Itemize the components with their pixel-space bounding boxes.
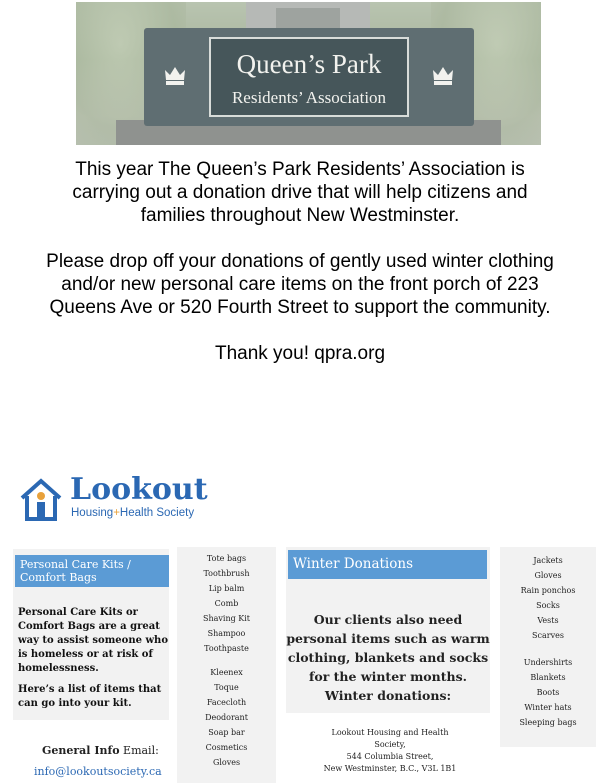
list-item: Sleeping bags — [519, 718, 577, 727]
list-item: Comb — [214, 599, 239, 608]
list-item: Toothpaste — [204, 644, 249, 653]
list-item: Toothbrush — [203, 569, 250, 578]
list-item: Soap bar — [208, 728, 245, 737]
personal-care-para-1: Personal Care Kits or Comfort Bags are a great way to assist someone who is homeless or at risk of homelessness. — [18, 607, 168, 674]
house-icon — [18, 476, 64, 522]
personal-care-header: Personal Care Kits / Comfort Bags — [15, 555, 169, 587]
lookout-logo — [18, 473, 238, 523]
general-info-label: General Info Email: — [42, 744, 159, 757]
thanks-line: Thank you! qpra.org — [214, 343, 386, 364]
winter-items-list — [500, 547, 596, 747]
list-item: Lip balm — [208, 584, 245, 593]
personal-care-para-2: Here’s a list of items that can go into your kit. — [18, 684, 162, 709]
list-item: Tote bags — [206, 554, 247, 563]
qpra-banner — [76, 2, 541, 145]
list-item: Toque — [214, 683, 239, 692]
banner-subtitle: Residents’ Association — [231, 88, 387, 107]
list-item: Winter hats — [524, 703, 572, 712]
intro-paragraph-2: Please drop off your donations of gently used winter clothing and/or new personal care items on the front porch of 223 Queens Ave or 520 Fourth Street to support the community. — [46, 251, 554, 318]
winter-donations-header: Winter Donations — [288, 550, 487, 579]
contact-email-link[interactable]: info@lookoutsociety.ca — [34, 765, 162, 778]
lookout-subtitle: Housing+Health Society — [71, 507, 195, 519]
list-item: Undershirts — [523, 658, 573, 667]
list-item: Gloves — [212, 758, 241, 767]
winter-donations-card — [286, 547, 490, 713]
personal-care-body — [18, 606, 168, 718]
list-item: Gloves — [534, 571, 562, 580]
list-item: Vests — [537, 616, 559, 625]
intro-paragraph-1: This year The Queen’s Park Residents’ Association is carrying out a donation drive that will help citizens and families throughout New Westminster. — [72, 159, 528, 226]
list-item: Jackets — [533, 556, 563, 565]
intro-text — [40, 158, 560, 388]
crown-icon — [430, 64, 456, 88]
list-item: Shaving Kit — [202, 614, 251, 623]
list-item: Kleenex — [210, 668, 243, 677]
kit-items-list — [177, 547, 276, 783]
list-item: Scarves — [532, 631, 564, 640]
sign-plate — [209, 37, 409, 117]
list-item: Blankets — [530, 673, 566, 682]
lookout-wordmark: Lookout — [70, 472, 208, 507]
list-item: Shampoo — [207, 629, 246, 638]
crown-icon — [162, 64, 188, 88]
list-item: Boots — [536, 688, 560, 697]
association-sign — [144, 28, 474, 126]
list-item: Facecloth — [206, 698, 247, 707]
list-item: Cosmetics — [205, 743, 248, 752]
lookout-address: Lookout Housing and Health Society, 544 Columbia Street, New Westminster, B.C., V3L 1B1 — [323, 728, 457, 773]
list-item: Socks — [536, 601, 560, 610]
winter-donations-body: Our clients also need personal items such as warm clothing, blankets and socks for the winter months. Winter donations: — [286, 612, 490, 703]
list-item: Rain ponchos — [520, 586, 576, 595]
list-item: Deodorant — [205, 713, 248, 722]
personal-care-card — [13, 549, 169, 720]
banner-title: Queen’s Park — [236, 49, 382, 79]
